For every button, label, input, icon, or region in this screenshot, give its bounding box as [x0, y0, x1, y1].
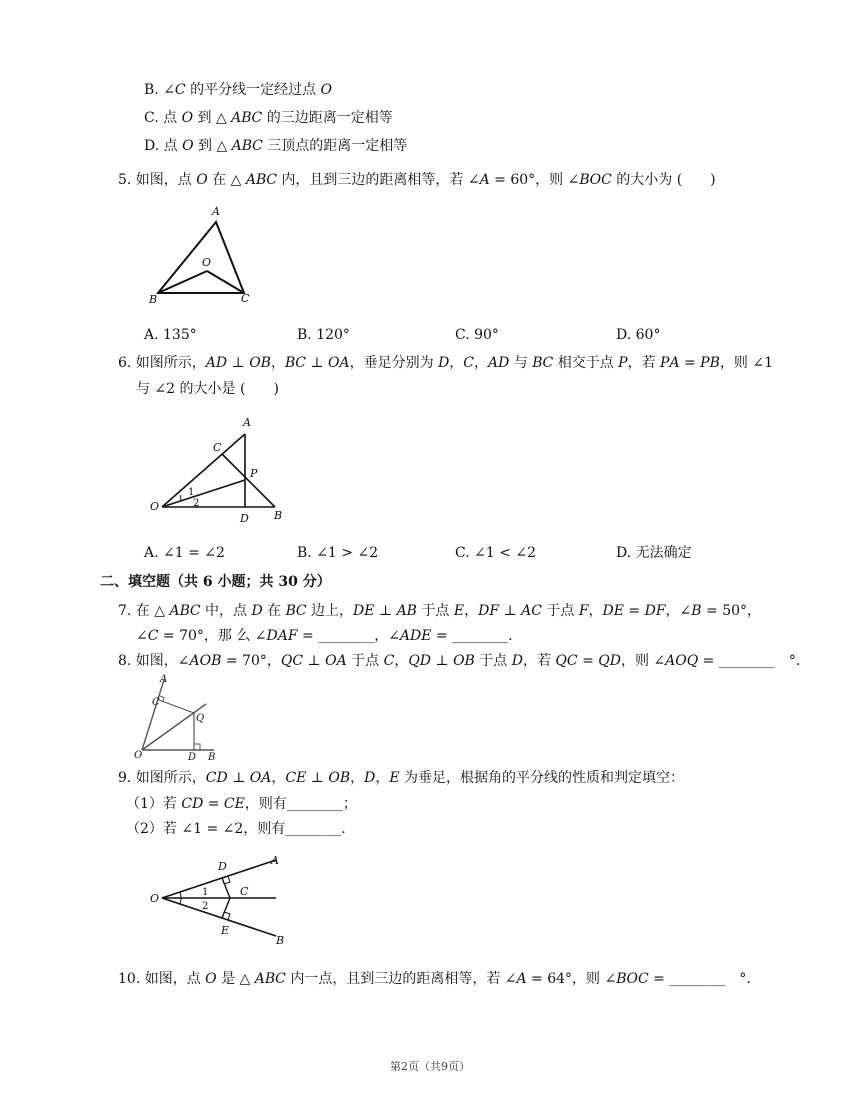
q9-sub2: （2）若 ∠1 = ∠2，则有________. [126, 821, 346, 837]
q9-stem: 9. 如图所示，𝐶𝐷 ⊥ 𝑂𝐴，𝐶𝐸 ⊥ 𝑂𝐵，𝐷，𝐸 为垂足，根据角的平分线的性质和判定填空： [118, 770, 685, 786]
q4-option-c: C. 点 𝑂 到 △ 𝐴𝐵𝐶 的三边距离一定相等 [144, 110, 393, 126]
q9-label-e: E [221, 924, 230, 937]
page-footer: 第2页（共9页） [390, 1060, 470, 1073]
q8-label-o: O [134, 750, 143, 761]
q6-stem-line1: 6. 如图所示，𝐴𝐷 ⊥ 𝑂𝐵，𝐵𝐶 ⊥ 𝑂𝐴，垂足分别为 𝐷，𝐶，𝐴𝐷 与 𝐵𝐶 相交于点 𝑃，若 𝑃𝐴 = 𝑃𝐵，则 ∠1 [118, 355, 773, 371]
q4-option-d: D. 点 𝑂 到 △ 𝐴𝐵𝐶 三顶点的距离一定相等 [144, 138, 408, 154]
q6-figure [140, 412, 300, 527]
q6-label-c: C [213, 441, 222, 454]
q5-option-c: C. 90° [455, 327, 499, 343]
q6-label-p: P [250, 467, 258, 480]
q5-option-b: B. 120° [297, 327, 350, 343]
q7-line1: 7. 在 △ 𝐴𝐵𝐶 中，点 𝐷 在 𝐵𝐶 边上，𝐷𝐸 ⊥ 𝐴𝐵 于点 𝐸，𝐷𝐹 ⊥ 𝐴𝐶 于点 𝐹，𝐷𝐸 = 𝐷𝐹，∠𝐵 = 50°， [118, 603, 762, 619]
q6-stem-line2: 与 ∠2 的大小是 ( ) [136, 381, 279, 397]
q8-figure [130, 672, 230, 764]
q8-label-d: D [188, 752, 197, 763]
q6-option-a: A. ∠1 = ∠2 [144, 545, 225, 561]
q6-label-o: O [150, 500, 160, 513]
q6-option-b: B. ∠1 > ∠2 [297, 545, 379, 561]
q9-label-c: C [240, 885, 249, 898]
q9-label-d: D [218, 860, 227, 873]
q4-option-b: B. ∠𝐶 的平分线一定经过点 𝑂 [144, 82, 333, 98]
q8-label-c: C [152, 697, 160, 708]
q9-sub1: （1）若 𝐶𝐷 = 𝐶𝐸，则有________； [126, 796, 357, 812]
q8-label-b: B [208, 752, 216, 763]
q6-label-b: B [274, 509, 283, 522]
q9-figure [140, 850, 300, 950]
q6-option-c: C. ∠1 < ∠2 [455, 545, 537, 561]
q5-label-b: B [149, 293, 158, 306]
q9-label-b: B [276, 934, 285, 947]
q6-option-d: D. 无法确定 [616, 545, 692, 561]
q5-option-d: D. 60° [616, 327, 661, 343]
q6-angle-2-label: 2 [193, 498, 200, 509]
q5-triangle-figure [140, 200, 270, 310]
q6-label-d: D [240, 512, 249, 525]
q5-label-a: A [212, 205, 220, 218]
q7-line2: ∠𝐶 = 70°，那 么 ∠𝐷𝐴𝐹 = ________，∠𝐴𝐷𝐸 = ________. [136, 628, 513, 644]
q8-stem: 8. 如图，∠𝐴𝑂𝐵 = 70°，𝑄𝐶 ⊥ 𝑂𝐴 于点 𝐶，𝑄𝐷 ⊥ 𝑂𝐵 于点 𝐷，若 𝑄𝐶 = 𝑄𝐷，则 ∠𝐴𝑂𝑄 = ________ °. [118, 653, 801, 669]
q8-label-q: Q [196, 713, 205, 724]
q5-option-a: A. 135° [144, 327, 197, 343]
q5-label-c: C [241, 292, 250, 305]
q8-label-a: A [160, 674, 168, 685]
q5-label-o: O [202, 256, 212, 269]
q9-label-o: O [150, 892, 160, 905]
q9-label-a: A [271, 854, 279, 867]
q6-angle-1-label: 1 [188, 487, 195, 498]
section-fill-in-blank-heading: 二、填空题（共 6 小题；共 30 分） [100, 574, 331, 590]
q9-angle-1-label: 1 [202, 887, 209, 898]
q5-stem: 5. 如图，点 𝑂 在 △ 𝐴𝐵𝐶 内，且到三边的距离相等，若 ∠𝐴 = 60°，则 ∠𝐵𝑂𝐶 的大小为 ( ) [118, 172, 716, 188]
q6-label-a: A [243, 416, 251, 429]
q9-angle-2-label: 2 [202, 901, 209, 912]
q10-stem: 10. 如图，点 𝑂 是 △ 𝐴𝐵𝐶 内一点，且到三边的距离相等，若 ∠𝐴 = 64°，则 ∠𝐵𝑂𝐶 = ________ °. [118, 971, 751, 987]
